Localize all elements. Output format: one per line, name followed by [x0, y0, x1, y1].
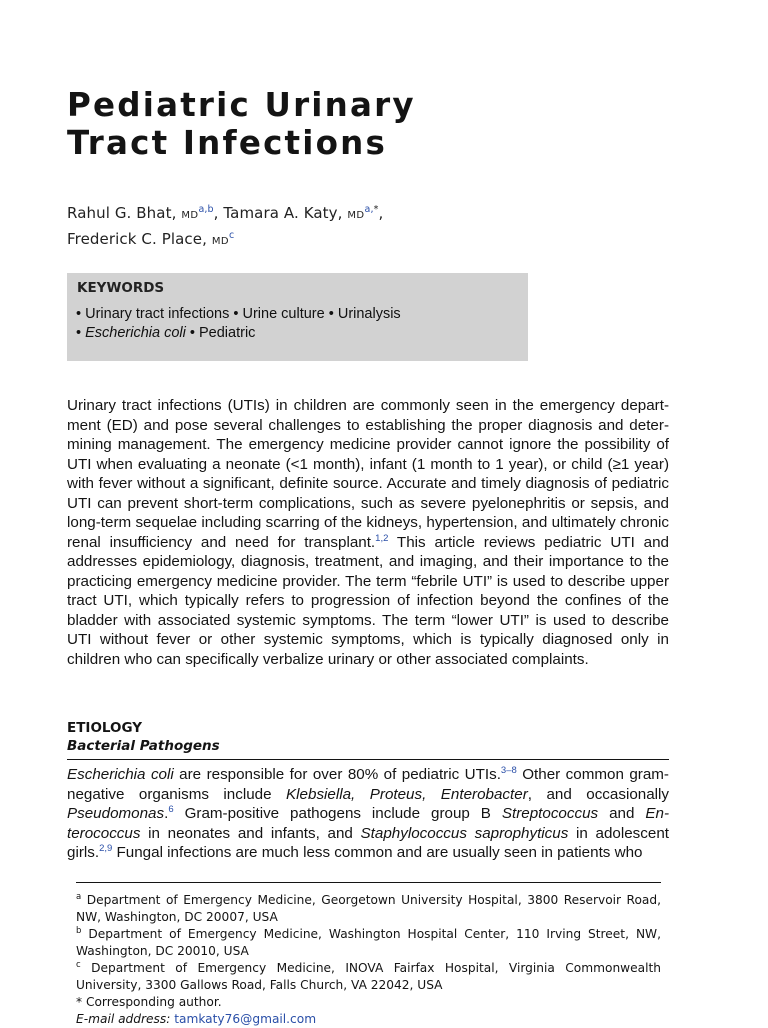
- bullet-icon: •: [189, 325, 195, 341]
- author-degree: MD: [181, 210, 199, 221]
- email-link[interactable]: tamkaty76@gmail.com: [174, 1012, 317, 1026]
- article-title: [67, 86, 416, 162]
- body-text: , and occasionally: [527, 785, 669, 803]
- keywords-heading: KEYWORDS: [77, 280, 165, 296]
- footnote-affiliation-a: [76, 892, 661, 926]
- affiliation-marker[interactable]: a,b: [198, 204, 214, 215]
- keyword-item: Urinalysis: [337, 306, 401, 322]
- footnote-marker: b: [76, 926, 82, 936]
- keywords-box: [67, 273, 528, 361]
- organism-name: Escherichia coli: [67, 766, 174, 783]
- author-line-1: [67, 202, 383, 228]
- author-line-2: [67, 228, 383, 254]
- author-separator: ,: [213, 204, 219, 222]
- title-line-1: Pediatric Urinary: [67, 86, 416, 124]
- bullet-icon: •: [233, 306, 239, 322]
- subsection-heading: Bacterial Pathogens: [67, 738, 220, 754]
- body-text: and: [598, 805, 646, 822]
- author-degree: MD: [347, 210, 365, 221]
- author-name: Rahul G. Bhat,: [67, 204, 177, 222]
- organism-name: Klebsiella, Proteus, Enterobacter: [286, 785, 528, 803]
- author-name: Frederick C. Place,: [67, 229, 207, 248]
- footnote-affiliation-b: [76, 926, 661, 960]
- etiology-paragraph: [67, 765, 669, 863]
- affiliation-marker[interactable]: c: [228, 229, 235, 241]
- organism-name: Enterococcus: [67, 805, 669, 842]
- email-footnote: [76, 1011, 661, 1028]
- bullet-icon: •: [76, 306, 82, 322]
- intro-text: This article reviews pediatric UTI and addresses epidemiology, diagnosis, treatment, and imaging, and their importance to the practicing emergency medicine provider. The term “febrile UTI” is used to describe upper tract UTI, which typically refers to progression of infection beyond the confines of the bladder with associated systemic symptoms. The term “lower UTI” is used to describe UTI without fever or other systemic symptoms, which is typically diagnosed only in children who can specifically verbalize urinary or other associated complaints.: [67, 533, 669, 668]
- keyword-item: Urinary tract infections: [85, 306, 230, 322]
- corresponding-star: *: [373, 204, 379, 215]
- keyword-item: Escherichia coli: [85, 325, 186, 341]
- body-text: Other common gram-negative organisms include: [67, 766, 669, 803]
- body-text: Fungal infections are much less common and are usually seen in patients who: [112, 844, 643, 861]
- footnote-divider: [76, 882, 661, 883]
- corresponding-author-note: * Corresponding author.: [76, 995, 222, 1009]
- title-line-2: Tract Infections: [67, 124, 388, 162]
- citation-link[interactable]: 2,9: [99, 843, 113, 854]
- section-heading: ETIOLOGY: [67, 720, 143, 736]
- body-text: are responsible for over 80% of pediatric UTIs.: [173, 766, 501, 783]
- body-text: .: [164, 805, 169, 822]
- footnote-marker: a: [76, 892, 82, 902]
- body-text: in adolescent girls.: [67, 824, 669, 861]
- author-list: [67, 202, 383, 253]
- footnote-text: Department of Emergency Medicine, INOVA Fairfax Hospital, Virginia Commonwealth University, 3300 Gallows Road, Falls Church, VA 22042, USA: [76, 961, 661, 992]
- body-text: Gram-positive pathogens include group B: [173, 805, 502, 822]
- organism-name: Streptococcus: [501, 805, 599, 822]
- footnote-text: Department of Emergency Medicine, Washington Hospital Center, 110 Irving Street, NW, Washington, DC 20010, USA: [76, 927, 661, 958]
- keyword-item: Pediatric: [199, 325, 256, 341]
- bullet-icon: •: [328, 306, 334, 322]
- intro-paragraph: [67, 396, 669, 669]
- intro-text: Urinary tract infections (UTIs) in children are commonly seen in the emergency department (ED) and pose several challenges to establishing the proper diagnosis and determining management. The emergency medicine provider cannot ignore the possibility of UTI when evaluating a neonate (<1 month), infant (1 month to 1 year), or child (≥1 year) with fever without a significant, definite source. Accurate and timely diagnosis of pediatric UTI can prevent short-term complications, such as severe pyelonephritis or sepsis, and long-term sequelae including scarring of the kidneys, hypertension, and ultimately chronic renal insufficiency and need for transplant.: [67, 397, 669, 551]
- citation-link[interactable]: 3–8: [500, 765, 517, 776]
- author-separator: ,: [378, 204, 384, 222]
- keyword-item: Urine culture: [242, 306, 325, 322]
- footnote-text: Department of Emergency Medicine, Georgetown University Hospital, 3800 Reservoir Road, NW, Washington, DC 20007, USA: [76, 893, 661, 924]
- footnote-marker: c: [76, 960, 81, 970]
- keywords-line-2: [76, 325, 255, 341]
- organism-name: Staphylococcus saprophyticus: [360, 824, 569, 842]
- body-text: in neonates and infants, and: [140, 824, 361, 842]
- section-divider: [67, 759, 669, 760]
- keywords-line-1: [76, 306, 401, 322]
- footnote-affiliation-c: [76, 960, 661, 994]
- affiliation-marker[interactable]: a,*: [364, 204, 379, 215]
- author-degree: MD: [211, 235, 229, 247]
- bullet-icon: •: [76, 325, 82, 341]
- email-label: E-mail address:: [76, 1012, 171, 1026]
- citation-link[interactable]: 1,2: [375, 532, 389, 544]
- citation-link[interactable]: 6: [168, 804, 174, 815]
- organism-name: Pseudomonas: [67, 805, 165, 822]
- author-name: Tamara A. Katy,: [223, 204, 343, 222]
